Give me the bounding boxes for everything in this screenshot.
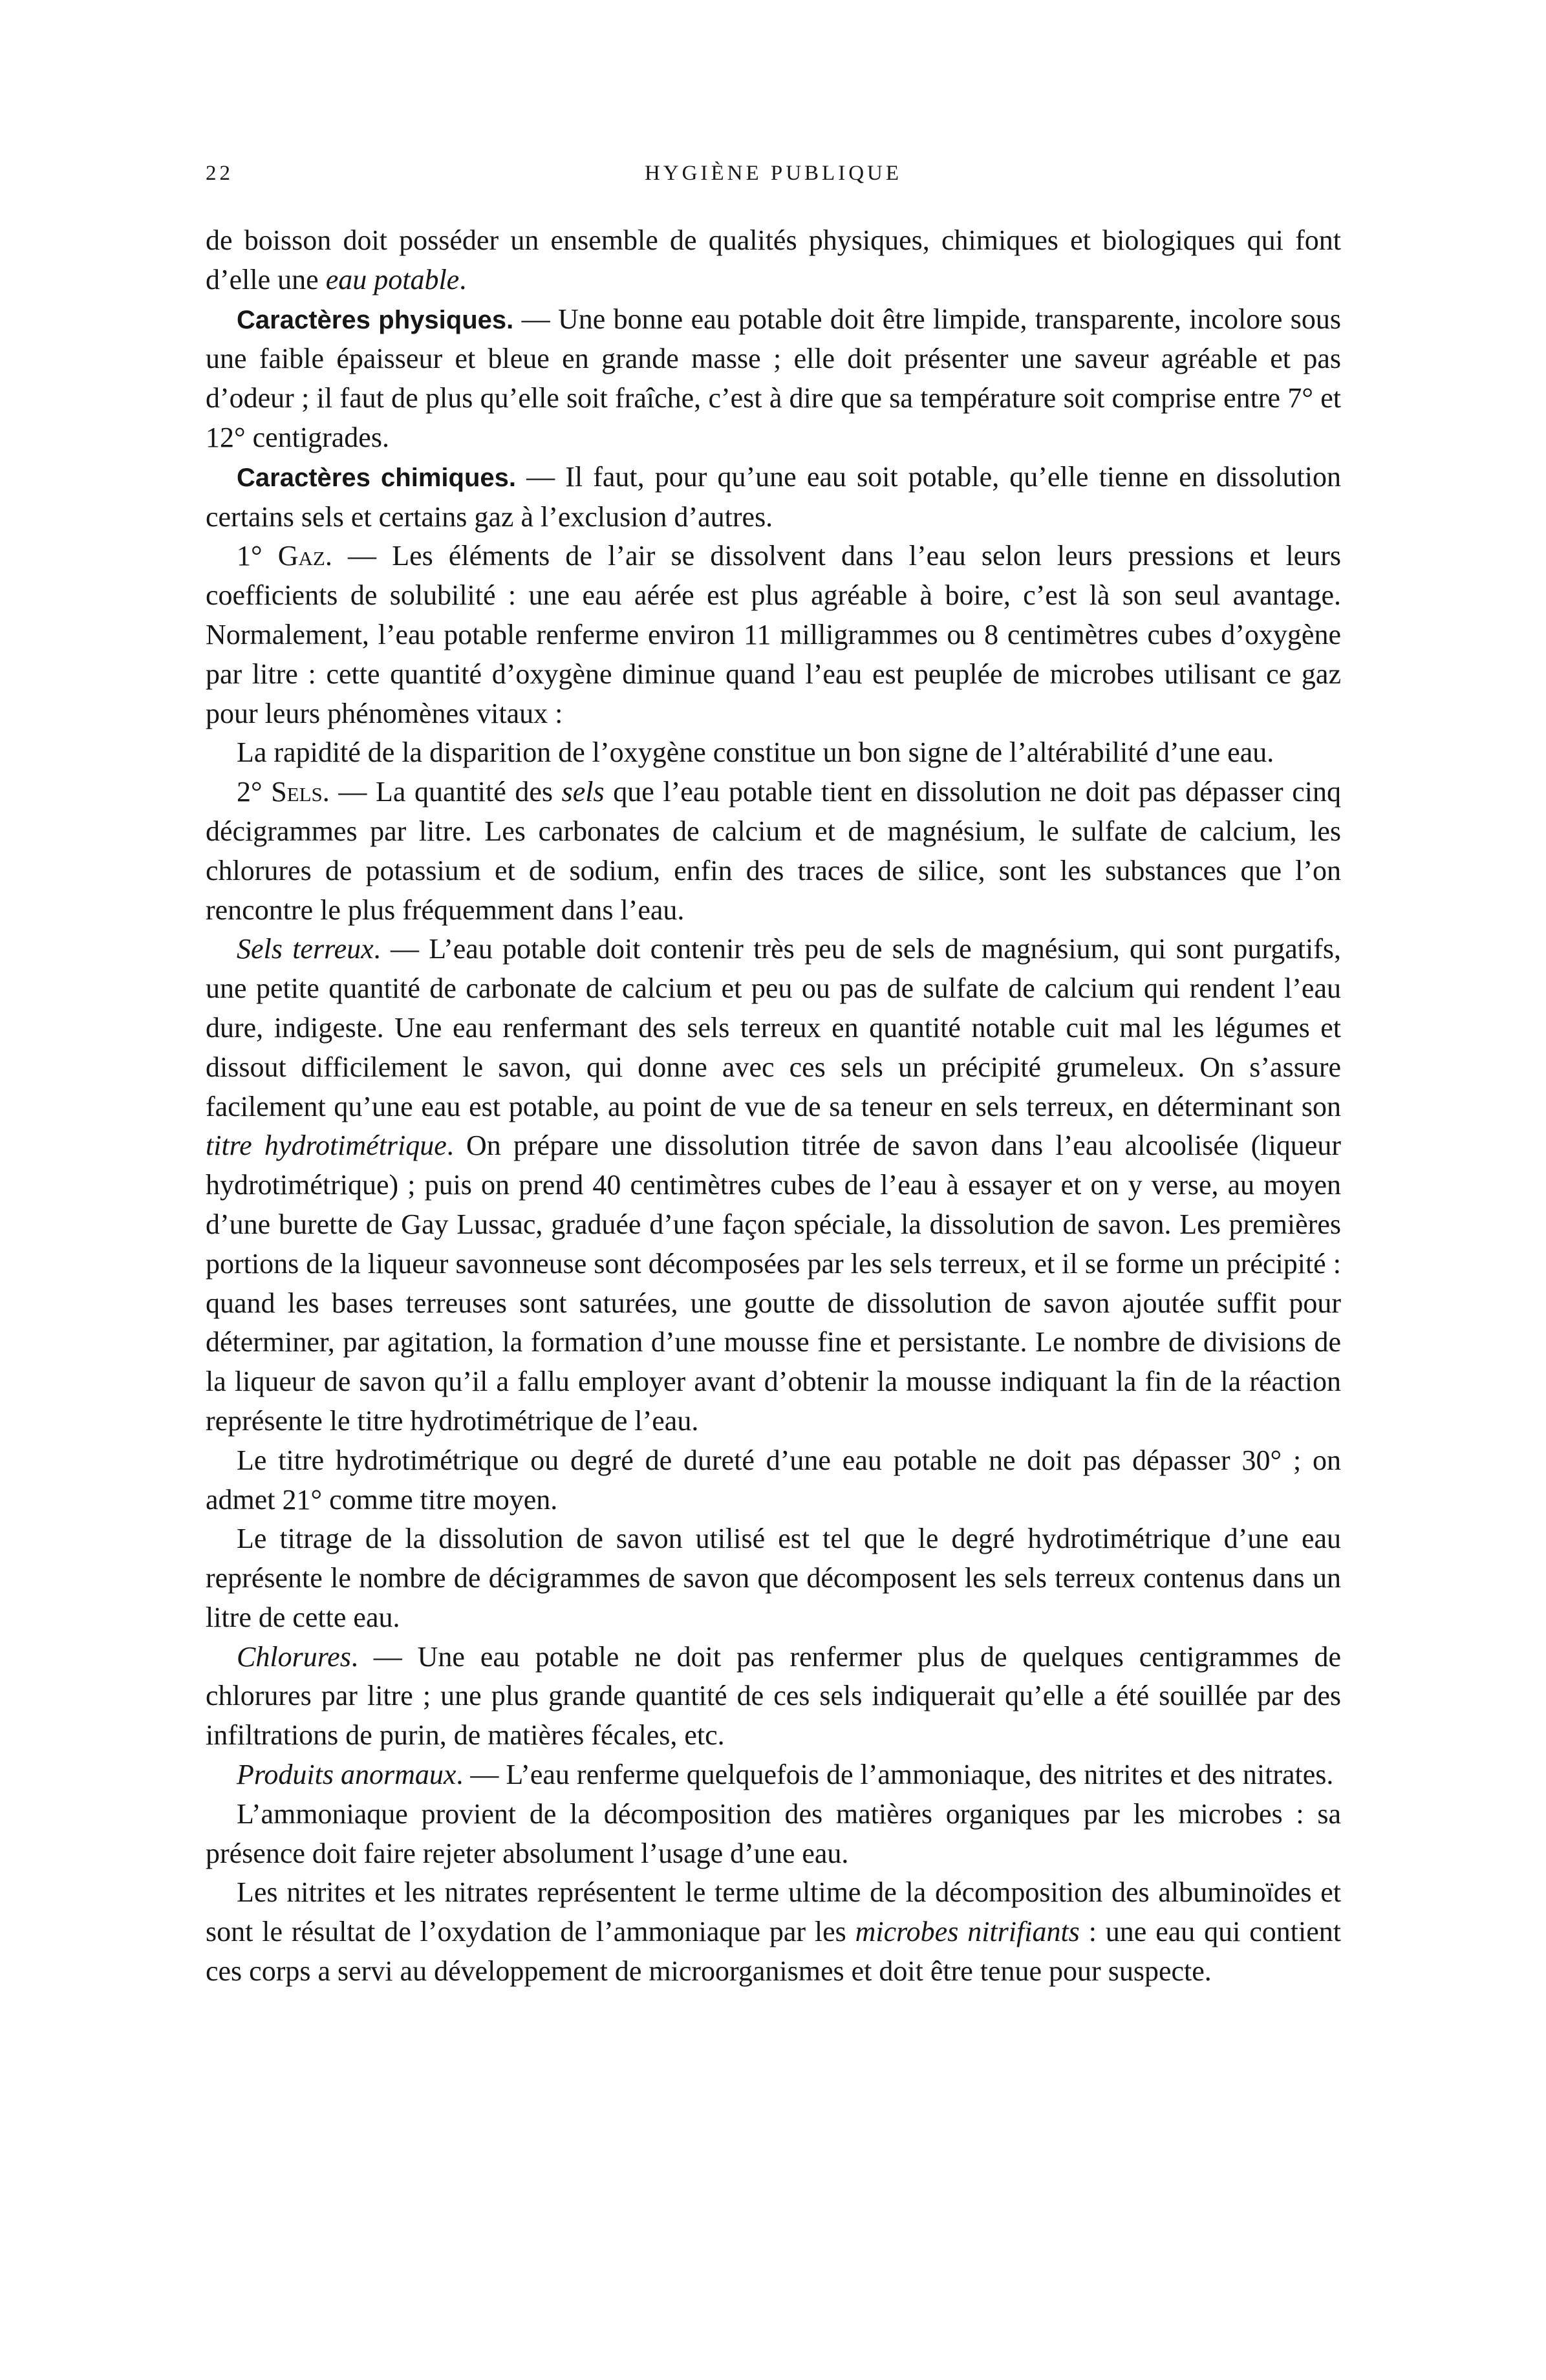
small-caps-heading: Sels bbox=[271, 776, 323, 808]
paragraph bbox=[206, 458, 1341, 537]
running-head bbox=[206, 162, 1341, 200]
text-run: . On prépare une dissolution titrée de savon dans l’eau alcoolisée (liqueur hydrotimétrique) ; puis on prend 40 centimètres cubes de l’eau à essayer et on y verse, au moyen d’une burette de Gay Lussac, graduée d’une façon spéciale, la dissolution de savon. Les premières portions de la liqueur savonneuse sont décomposées par les sels terreux, et il se forme un précipité : quand les bases terreuses sont saturées, une goutte de dissolution de savon ajoutée suffit pour déterminer, par agitation, la formation d’une mousse fine et persistante. Le nombre de divisions de la liqueur de savon qu’il a fallu employer avant d’obtenir la mousse indiquant la fin de la réaction représente le titre hydrotimétrique de l’eau. bbox=[206, 1130, 1341, 1437]
paragraph bbox=[206, 221, 1341, 300]
paragraph bbox=[206, 773, 1341, 930]
text-run: . — L’eau renferme quelquefois de l’ammoniaque, des nitrites et des nitrates. bbox=[456, 1759, 1334, 1791]
text-run: de boisson doit posséder un ensemble de qualités physiques, chimiques et biologiques qui font d’elle une bbox=[206, 224, 1341, 295]
text-run: — Il faut, pour qu’une eau soit potable, qu’elle tienne en dissolution certains sels et certains gaz à l’exclusion d’autres. bbox=[206, 460, 1341, 533]
text-run: . bbox=[459, 263, 467, 295]
italic-text: titre hydrotimétrique bbox=[206, 1130, 447, 1162]
text-run: que l’eau potable tient en dissolution ne doit pas dépasser cinq décigrammes par litre. Les carbonates de calcium et de magnésium, le sulfate de calcium, les chlorures de potassium et de sodium, enfin des traces de silice, sont les substances que l’on rencontre le plus fréquemment dans l’eau. bbox=[206, 776, 1341, 926]
text-run: 1° bbox=[237, 540, 278, 572]
paragraph bbox=[206, 300, 1341, 458]
small-caps-heading: Gaz bbox=[277, 540, 325, 572]
text-run: Les nitrites et les nitrates représentent le terme ultime de la décomposition des albuminoïdes et sont le résultat de l’oxydation de l’ammoniaque par les bbox=[206, 1876, 1341, 1948]
text-run: 2° bbox=[237, 776, 272, 808]
text-run: . — Les éléments de l’air se dissolvent dans l’eau selon leurs pressions et leurs coefficients de solubilité : une eau aérée est plus agréable à boire, c’est là son seul avantage. Normalement, l’eau potable renferme environ 11 milligrammes ou 8 centimètres cubes d’oxygène par litre : cette quantité d’oxygène diminue quand l’eau est peuplée de microbes utilisant ce gaz pour leurs phénomènes vitaux : bbox=[206, 540, 1341, 729]
text-run: — Une bonne eau potable doit être limpide, transparente, incolore sous une faible épaisseur et bleue en grande masse ; elle doit présenter une saveur agréable et pas d’odeur ; il faut de plus qu’elle soit fraîche, c’est à dire que sa température soit comprise entre 7° et 12° centigrades. bbox=[206, 303, 1341, 453]
paragraph bbox=[206, 1441, 1341, 1520]
paragraph bbox=[206, 930, 1341, 1441]
paragraph bbox=[206, 1638, 1341, 1755]
section-heading: Caractères chimiques. bbox=[237, 463, 516, 492]
italic-text: Produits anormaux bbox=[237, 1759, 456, 1791]
italic-text: eau potable bbox=[325, 263, 460, 295]
italic-text: Chlorures bbox=[237, 1640, 351, 1673]
paragraph bbox=[206, 1755, 1341, 1795]
section-heading: Caractères physiques. bbox=[237, 305, 514, 334]
text-run: Le titrage de la dissolution de savon utilisé est tel que le degré hydrotimétrique d’une eau représente le nombre de décigrammes de savon que décomposent les sels terreux contenus dans un litre de cette eau. bbox=[206, 1523, 1341, 1633]
text-run: . — La quantité des bbox=[322, 776, 562, 808]
paragraph bbox=[206, 1873, 1341, 1991]
running-title: HYGIÈNE PUBLIQUE bbox=[644, 162, 903, 185]
text-run: Le titre hydrotimétrique ou degré de dureté d’une eau potable ne doit pas dépasser 30° ; on admet 21° comme titre moyen. bbox=[206, 1444, 1341, 1516]
text-run: . — L’eau potable doit contenir très peu de sels de magnésium, qui sont purgatifs, une petite quantité de carbonate de calcium et peu ou pas de sulfate de calcium qui rendent l’eau dure, indigeste. Une eau renfermant des sels terreux en quantité notable cuit mal les légumes et dissout difficilement le savon, qui donne avec ces sels un précipité grumeleux. On s’assure facilement qu’une eau est potable, au point de vue de sa teneur en sels terreux, en déterminant son bbox=[206, 933, 1341, 1122]
page-number: 22 bbox=[206, 162, 233, 185]
italic-text: microbes nitrifiants bbox=[855, 1916, 1080, 1948]
text-run: : une eau qui contient ces corps a servi au développement de microorganismes et doit être tenue pour suspecte. bbox=[206, 1916, 1341, 1988]
paragraph bbox=[206, 537, 1341, 733]
paragraph bbox=[206, 1519, 1341, 1637]
text-run: L’ammoniaque provient de la décomposition des matières organiques par les microbes : sa présence doit faire rejeter absolument l’usage d’une eau. bbox=[206, 1797, 1341, 1869]
body-text bbox=[206, 221, 1341, 1991]
paragraph bbox=[206, 1795, 1341, 1874]
paragraph bbox=[206, 733, 1341, 773]
book-page bbox=[206, 162, 1341, 1991]
italic-text: sels bbox=[561, 776, 605, 808]
italic-text: Sels terreux bbox=[237, 933, 374, 965]
text-run: . — Une eau potable ne doit pas renfermer plus de quelques centigrammes de chlorures par litre ; une plus grande quantité de ces sels indiquerait qu’elle a été souillée par des infiltrations de purin, de matières fécales, etc. bbox=[206, 1640, 1341, 1752]
text-run: La rapidité de la disparition de l’oxygène constitue un bon signe de l’altérabilité d’une eau. bbox=[237, 736, 1274, 769]
